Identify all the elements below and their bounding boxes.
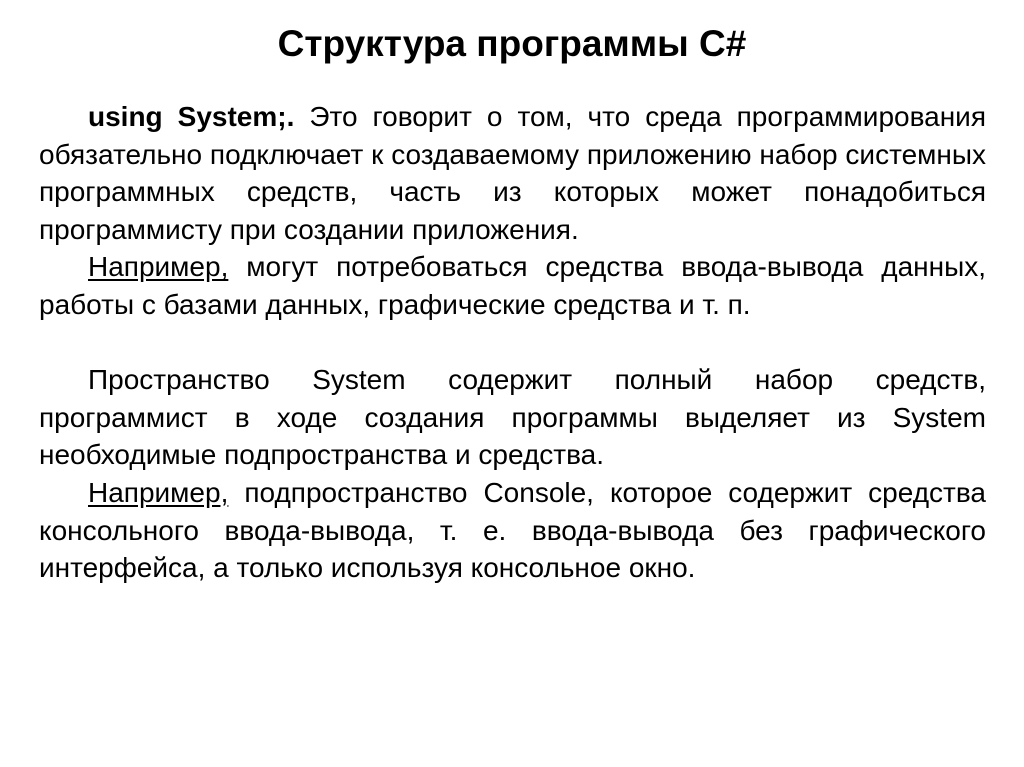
paragraph-lead-underlined: Например,: [88, 476, 229, 508]
paragraph-lead-underlined: Например,: [88, 251, 229, 283]
paragraph-lead-bold: using System;.: [88, 101, 295, 132]
paragraph-using-system: [39, 98, 986, 248]
paragraph-text: могут потребоваться средства ввода-вывода данных, работы с базами данных, графические средства и т. п.: [39, 251, 986, 320]
paragraph-text: Это говорит о том, что среда программирования обязательно подключает к создаваемому приложению набор системных программных средств, часть из которых может понадобиться программисту при создании приложения.: [39, 101, 986, 245]
paragraph-system-namespace: [39, 361, 986, 474]
paragraph-spacer: [39, 324, 986, 362]
slide-body: [39, 98, 986, 587]
paragraph-example-2: [39, 474, 986, 587]
paragraph-text: подпространство Console, которое содержит средства консольного ввода-вывода, т. е. ввода-вывода без графического интерфейса, а только используя консольное окно.: [39, 476, 986, 584]
paragraph-example-1: [39, 248, 986, 323]
paragraph-text: Пространство System содержит полный набор средств, программист в ходе создания программы выделяет из System необходимые подпространства и средства.: [39, 364, 986, 471]
slide-title: Структура программы C#: [277, 23, 747, 64]
